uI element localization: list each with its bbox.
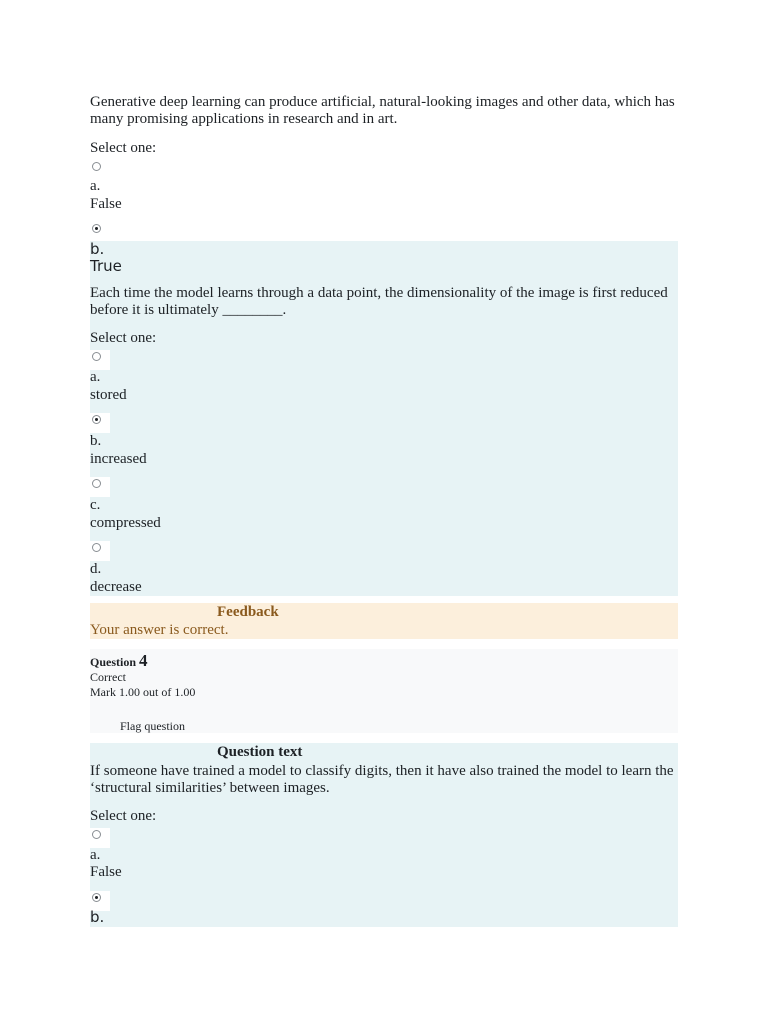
option-text: True	[90, 257, 122, 275]
radio-option-a[interactable]	[90, 160, 110, 180]
option-letter: c.	[90, 497, 101, 513]
option-letter: a.	[90, 847, 101, 863]
radio-option-a[interactable]	[90, 828, 110, 848]
question-state: Correct	[90, 670, 126, 684]
question-label: Question	[90, 655, 137, 669]
option-text: False	[90, 196, 122, 212]
option-letter: a.	[90, 178, 101, 194]
question-text: Each time the model learns through a data point, the dimensionality of the image is first reduced before it is ultimately ________.	[90, 285, 668, 318]
feedback-text: Your answer is correct.	[90, 622, 229, 638]
select-one-label: Select one:	[90, 330, 157, 346]
feedback-heading: Feedback	[217, 604, 279, 620]
question-number	[90, 651, 148, 670]
option-text: stored	[90, 387, 127, 403]
question-mark: Mark 1.00 out of 1.00	[90, 685, 196, 699]
select-one-label: Select one:	[90, 808, 157, 824]
option-text: False	[90, 864, 122, 880]
option-letter: d.	[90, 561, 102, 577]
radio-option-d[interactable]	[90, 541, 110, 561]
flag-question-link[interactable]: Flag question	[120, 719, 185, 733]
option-letter: a.	[90, 369, 101, 385]
question-text-heading: Question text	[217, 744, 303, 760]
option-text: increased	[90, 451, 147, 467]
radio-option-a[interactable]	[90, 350, 110, 370]
option-letter: b.	[90, 433, 102, 449]
radio-option-c[interactable]	[90, 477, 110, 497]
option-text: decrease	[90, 579, 142, 595]
radio-option-b[interactable]	[90, 413, 110, 433]
question-text: If someone have trained a model to classify digits, then it have also trained the model to learn the ‘structural similarities’ between images.	[90, 763, 674, 796]
select-one-label: Select one:	[90, 140, 157, 156]
option-letter: b.	[90, 908, 105, 926]
question-number-value: 4	[139, 651, 148, 670]
question-text: Generative deep learning can produce artificial, natural-looking images and other data, which has many promising applications in research and in art.	[90, 94, 675, 127]
option-letter: b.	[90, 240, 105, 258]
radio-option-b[interactable]	[90, 222, 110, 242]
option-text: compressed	[90, 515, 161, 531]
